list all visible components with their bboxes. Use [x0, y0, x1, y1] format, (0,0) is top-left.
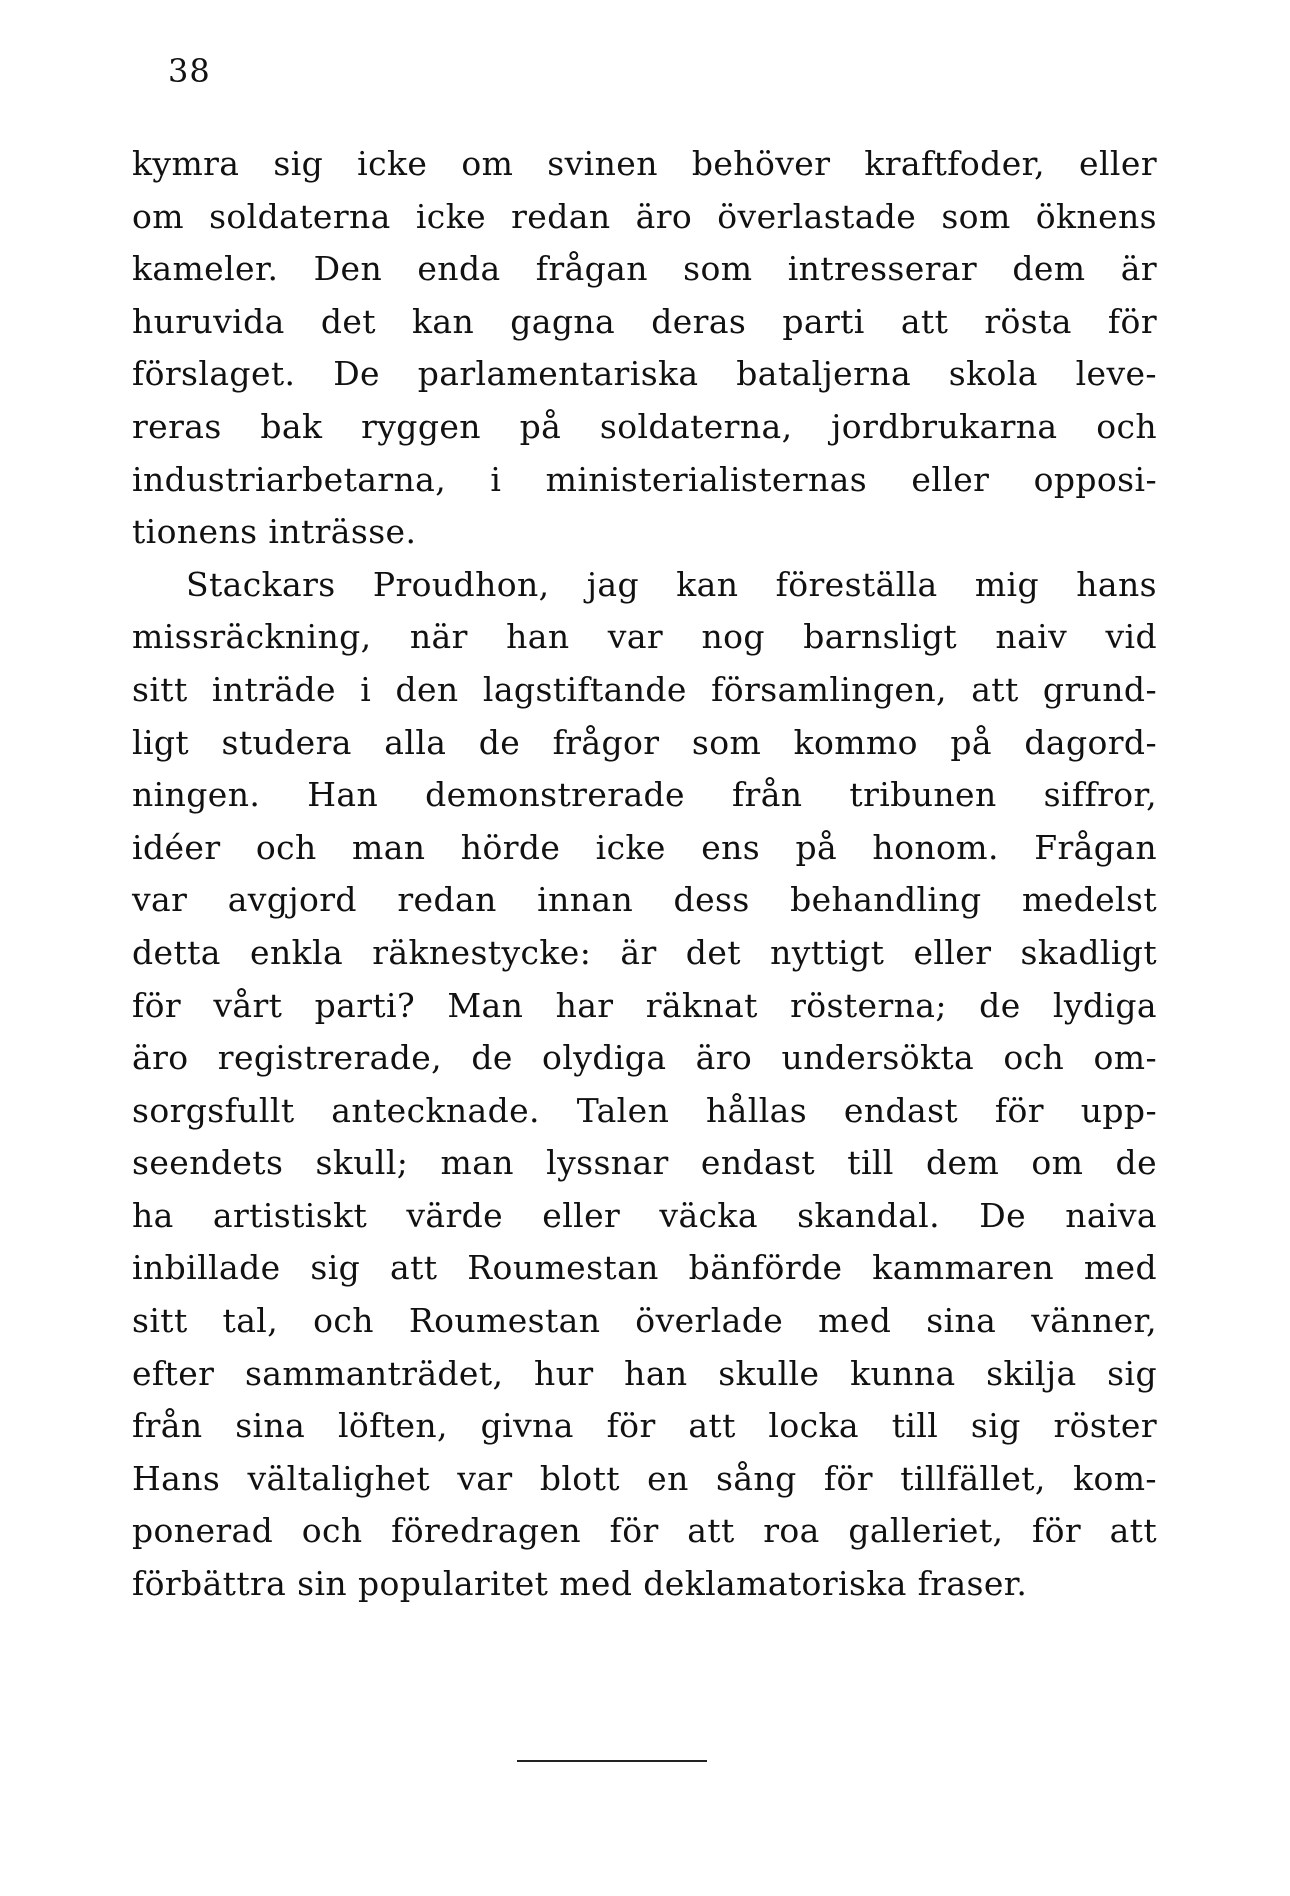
text-line: om soldaterna icke redan äro överlastade som öknens [132, 196, 1157, 236]
text-line: detta enkla räknestycke: är det nyttigt eller skadligt [132, 932, 1157, 972]
text-line: sitt tal, och Roumestan överlade med sina vänner, [132, 1301, 1157, 1341]
text-line: Stackars Proudhon, jag kan föreställa mig hans [186, 564, 1157, 604]
text-line: sorgsfullt antecknade. Talen hållas endast för upp- [132, 1090, 1157, 1130]
text-line: kameler. Den enda frågan som intresserar dem är [132, 249, 1157, 289]
text-line: ponerad och föredragen för att roa galleriet, för att [132, 1511, 1157, 1551]
text-line: förbättra sin popularitet med deklamatoriska fraser. [132, 1564, 1028, 1604]
text-line: från sina löften, givna för att locka till sig röster [132, 1406, 1157, 1446]
text-line: ha artistiskt värde eller väcka skandal. De naiva [132, 1195, 1157, 1235]
text-line: för vårt parti? Man har räknat rösterna; de lydiga [132, 985, 1157, 1025]
text-line: industriarbetarna, i ministerialisternas eller opposi- [132, 459, 1157, 499]
text-line: Hans vältalighet var blott en sång för tillfället, kom- [132, 1458, 1157, 1498]
body-text [132, 138, 1157, 1611]
text-line: ligt studera alla de frågor som kommo på dagord- [132, 722, 1157, 762]
text-line: äro registrerade, de olydiga äro undersökta och om- [132, 1038, 1157, 1078]
text-line: tionens inträsse. [132, 512, 417, 552]
text-line: förslaget. De parlamentariska bataljerna skola leve- [132, 354, 1157, 394]
text-line: sitt inträde i den lagstiftande församlingen, att grund- [132, 669, 1157, 709]
page-number: 38 [168, 52, 211, 90]
text-line: reras bak ryggen på soldaterna, jordbrukarna och [132, 406, 1157, 446]
text-line: missräckning, när han var nog barnsligt naiv vid [132, 617, 1157, 657]
text-line: inbillade sig att Roumestan bänförde kammaren med [132, 1248, 1157, 1288]
section-divider [517, 1760, 707, 1762]
text-line: ningen. Han demonstrerade från tribunen siffror, [132, 775, 1157, 815]
text-line: seendets skull; man lyssnar endast till dem om de [132, 1143, 1157, 1183]
text-line: idéer och man hörde icke ens på honom. Frågan [132, 827, 1157, 867]
text-line: kymra sig icke om svinen behöver kraftfoder, eller [132, 144, 1157, 183]
text-line: var avgjord redan innan dess behandling medelst [132, 880, 1157, 920]
text-line: efter sammanträdet, hur han skulle kunna skilja sig [132, 1353, 1157, 1393]
text-line: huruvida det kan gagna deras parti att rösta för [132, 301, 1157, 341]
